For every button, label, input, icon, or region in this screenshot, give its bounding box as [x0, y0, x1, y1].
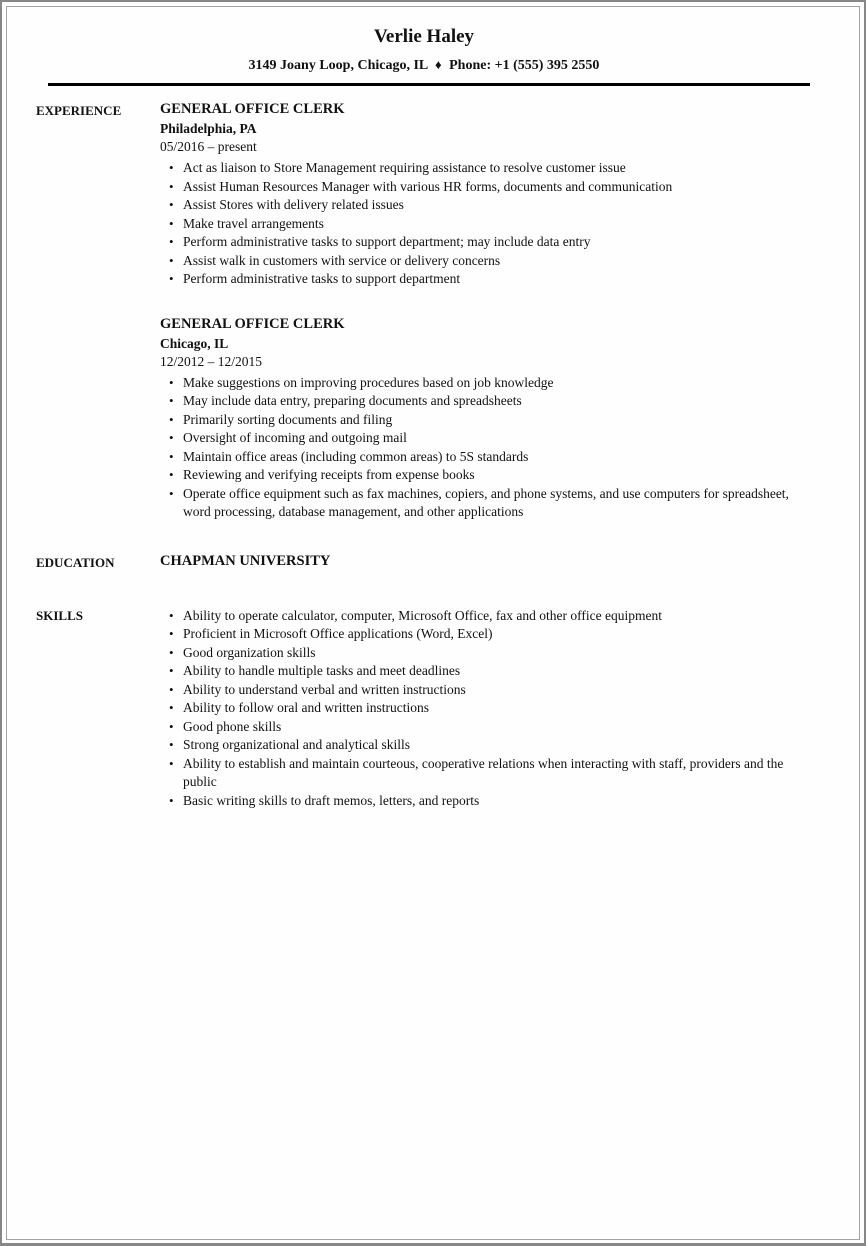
- bullet-item: • Good organization skills: [160, 644, 812, 663]
- bullet-item: • Maintain office areas (including common areas) to 5S standards: [160, 448, 812, 467]
- bullet-item: • Basic writing skills to draft memos, letters, and reports: [160, 792, 812, 811]
- bullet-item: • Proficient in Microsoft Office applications (Word, Excel): [160, 625, 812, 644]
- bullet-item: • Act as liaison to Store Management requiring assistance to resolve customer issue: [160, 159, 812, 178]
- bullet-item: • Good phone skills: [160, 718, 812, 737]
- bullet-item: • Ability to follow oral and written instructions: [160, 699, 812, 718]
- contact-line: [36, 57, 812, 74]
- phone-text: Phone: +1 (555) 395 2550: [449, 58, 600, 73]
- address-text: 3149 Joany Loop, Chicago, IL: [248, 58, 428, 73]
- job-dates: 05/2016 – present: [160, 139, 257, 154]
- bullet-item: • Make suggestions on improving procedures based on job knowledge: [160, 374, 812, 393]
- job-location: Chicago, IL: [160, 335, 229, 351]
- section-skills: [36, 607, 812, 811]
- section-label-skills: SKILLS: [36, 607, 83, 623]
- bullet-item: • Perform administrative tasks to support department: [160, 270, 812, 289]
- bullet-item: • Ability to understand verbal and written instructions: [160, 681, 812, 700]
- candidate-name: Verlie Haley: [373, 26, 475, 47]
- bullet-item: • Oversight of incoming and outgoing mail: [160, 429, 812, 448]
- diamond-separator-icon: ♦: [434, 57, 442, 72]
- section-label-experience: EXPERIENCE: [36, 103, 122, 118]
- job-location: Philadelphia, PA: [160, 121, 257, 136]
- section-label-education: EDUCATION: [36, 554, 115, 570]
- job-entry-2: [160, 316, 812, 522]
- job-entry-1: [160, 101, 812, 289]
- job-title: GENERAL OFFICE CLERK: [160, 101, 345, 117]
- job-bullet-list: [160, 159, 812, 289]
- experience-content: [160, 101, 812, 522]
- bullet-item: • Assist Human Resources Manager with various HR forms, documents and communication: [160, 178, 812, 197]
- bullet-item: • Strong organizational and analytical skills: [160, 736, 812, 755]
- job-dates: 12/2012 – 12/2015: [160, 353, 263, 369]
- bullet-item: • Assist walk in customers with service or delivery concerns: [160, 252, 812, 271]
- bullet-item: • Assist Stores with delivery related issues: [160, 196, 812, 215]
- job-title: GENERAL OFFICE CLERK: [160, 315, 345, 332]
- skills-content: [160, 607, 812, 811]
- bullet-item: • Operate office equipment such as fax machines, copiers, and phone systems, and use computers for spreadsheet, word processing, database management, and other applications: [160, 485, 812, 522]
- bullet-item: • Ability to establish and maintain courteous, cooperative relations when interacting with staff, providers and the public: [160, 755, 812, 792]
- bullet-item: • Reviewing and verifying receipts from expense books: [160, 466, 812, 485]
- bullet-item: • Primarily sorting documents and filing: [160, 411, 812, 430]
- header-rule: [48, 83, 810, 86]
- bullet-item: • Make travel arrangements: [160, 215, 812, 234]
- skills-list: [160, 607, 812, 811]
- resume-header: [36, 26, 812, 86]
- section-experience: [36, 101, 812, 522]
- section-education: [36, 553, 812, 571]
- bullet-item: • Ability to handle multiple tasks and meet deadlines: [160, 662, 812, 681]
- education-content: [160, 553, 812, 570]
- school-name: CHAPMAN UNIVERSITY: [160, 552, 331, 569]
- bullet-item: • Ability to operate calculator, computer, Microsoft Office, fax and other office equipment: [160, 607, 812, 626]
- bullet-item: • Perform administrative tasks to support department; may include data entry: [160, 233, 812, 252]
- resume-body: [36, 101, 812, 810]
- job-bullet-list: [160, 374, 812, 522]
- bullet-item: • May include data entry, preparing documents and spreadsheets: [160, 392, 812, 411]
